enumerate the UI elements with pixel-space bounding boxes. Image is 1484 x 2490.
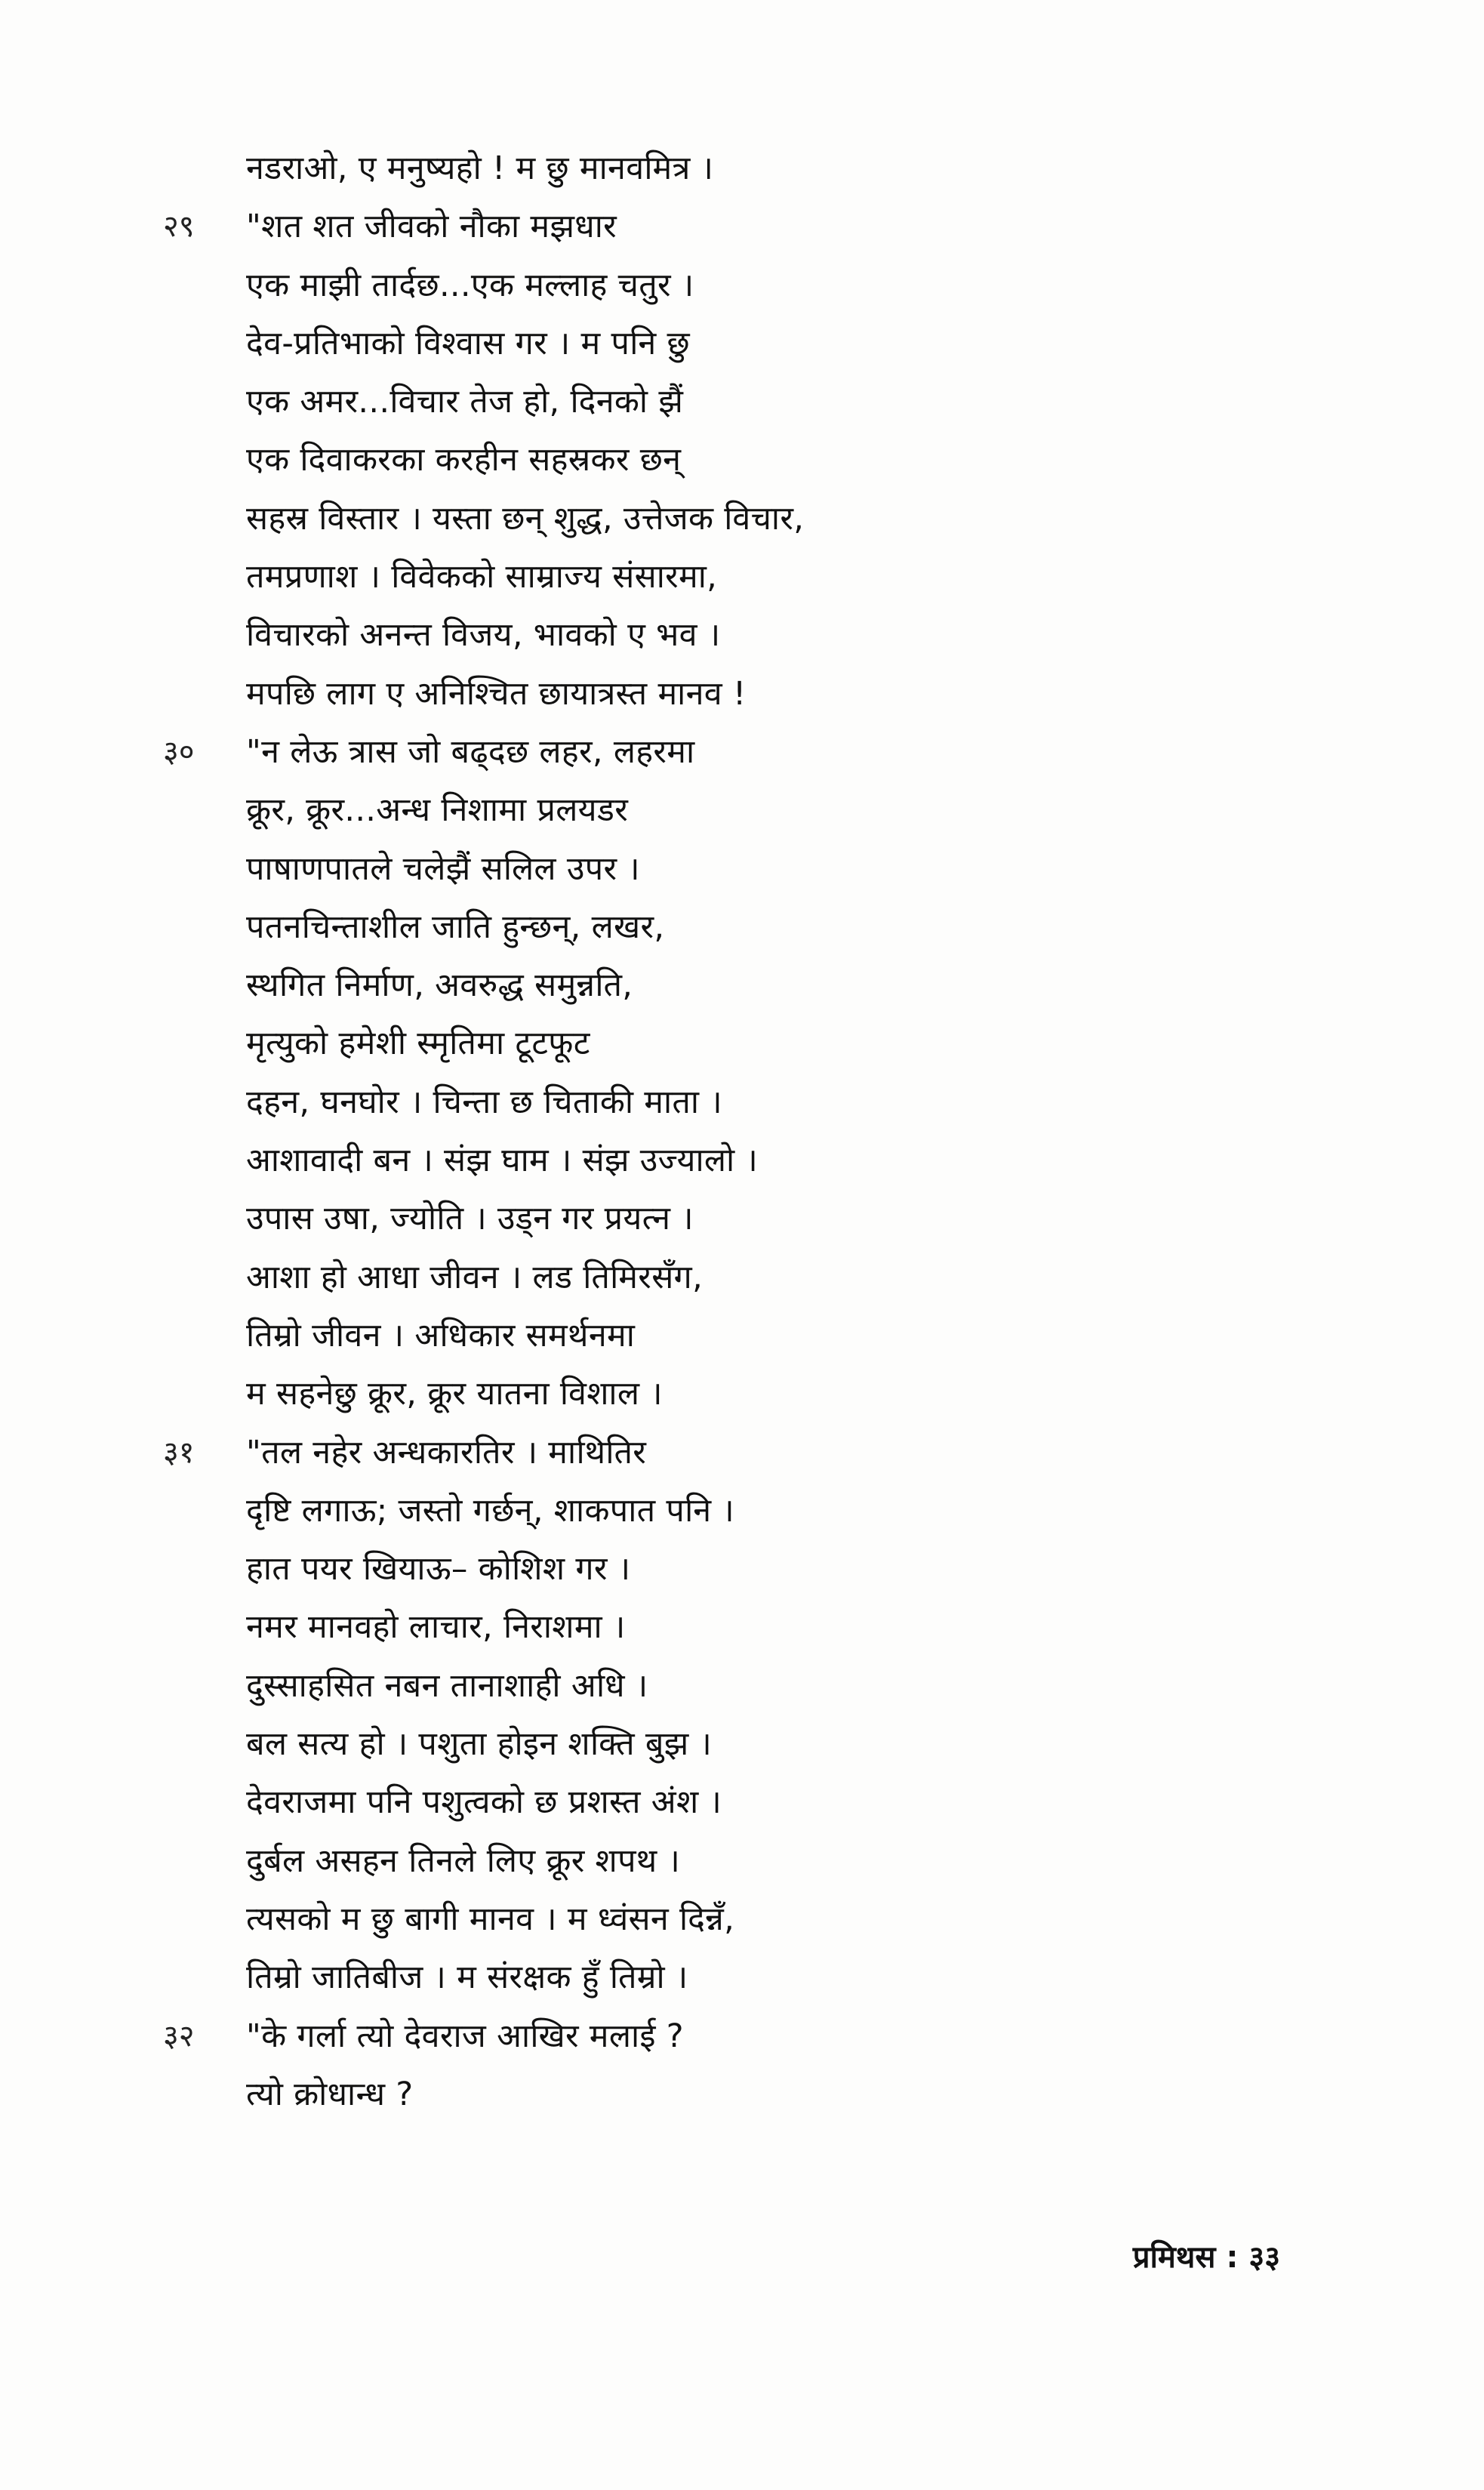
verse-line-text: आशा हो आधा जीवन । लड तिमिरसँग, bbox=[246, 1258, 704, 1296]
running-title: प्रमिथस bbox=[1132, 2240, 1216, 2275]
verse-line-text: पतनचिन्ताशील जाति हुन्छन्, लखर, bbox=[246, 908, 665, 946]
verse-line-text: दहन, घनघोर । चिन्ता छ चिताकी माता । bbox=[246, 1083, 722, 1121]
poem-line bbox=[163, 1249, 1310, 1307]
poem-line bbox=[163, 490, 1310, 548]
verse-line-text: दुर्बल असहन तिनले लिए क्रूर शपथ । bbox=[246, 1841, 681, 1880]
poem-line bbox=[163, 1365, 1310, 1423]
footer-separator: : bbox=[1226, 2240, 1239, 2275]
verse-line-text: "न लेऊ त्रास जो बढ्दछ लहर, लहरमा bbox=[246, 732, 695, 771]
poem-line bbox=[163, 1832, 1310, 1891]
verse-number: २९ bbox=[163, 209, 195, 245]
poem-line bbox=[163, 315, 1310, 373]
verse-line-text: सहस्र विस्तार । यस्ता छन् शुद्ध, उत्तेजक विचार, bbox=[246, 499, 805, 538]
verse-line-text: दृष्टि लगाऊ; जस्तो गर्छन्, शाकपात पनि । bbox=[246, 1491, 734, 1530]
poem-line bbox=[163, 2066, 1310, 2124]
poem-line bbox=[163, 1657, 1310, 1715]
verse-line-text: नडराओ, ए मनुष्यहो ! म छु मानवमित्र । bbox=[246, 149, 714, 187]
poem-line bbox=[163, 1015, 1310, 1073]
poem-line bbox=[163, 957, 1310, 1015]
poem-line bbox=[163, 665, 1310, 723]
verse-line-text: तिम्रो जातिबीज । म संरक्षक हुँ तिम्रो । bbox=[246, 1958, 688, 1997]
verse-line-text: एक दिवाकरका करहीन सहस्रकर छन् bbox=[246, 441, 682, 479]
poem-line bbox=[163, 1598, 1310, 1656]
verse-line-text: देवराजमा पनि पशुत्वको छ प्रशस्त अंश । bbox=[246, 1783, 722, 1822]
poem-line bbox=[163, 2008, 1310, 2066]
verse-line-text: "तल नहेर अन्धकारतिर । माथितिर bbox=[246, 1433, 647, 1472]
poem-line bbox=[163, 1424, 1310, 1482]
poem-line bbox=[163, 1132, 1310, 1190]
poem-line bbox=[163, 373, 1310, 431]
page-footer bbox=[1133, 2235, 1280, 2276]
page-number: ३३ bbox=[1248, 2240, 1280, 2275]
verse-line-text: स्थगित निर्माण, अवरुद्ध समुन्नति, bbox=[246, 966, 633, 1005]
verse-line-text: त्यो क्रोधान्ध ? bbox=[246, 2075, 414, 2113]
verse-line-text: हात पयर खियाऊ– कोशिश गर । bbox=[246, 1550, 631, 1589]
poem-line bbox=[163, 723, 1310, 781]
poem-line bbox=[163, 1307, 1310, 1365]
verse-line-text: म सहनेछु क्रूर, क्रूर यातना विशाल । bbox=[246, 1375, 663, 1413]
poem-line bbox=[163, 548, 1310, 606]
verse-line-text: "शत शत जीवको नौका मझधार bbox=[246, 208, 617, 246]
verse-line-text: नमर मानवहो लाचार, निराशमा । bbox=[246, 1608, 626, 1647]
verse-line-text: देव-प्रतिभाको विश्वास गर । म पनि छु bbox=[246, 324, 690, 362]
verse-line-text: बल सत्य हो । पशुता होइन शक्ति बुझ । bbox=[246, 1725, 713, 1764]
poem-line bbox=[163, 198, 1310, 256]
verse-line-text: एक माझी तार्दछ...एक मल्लाह चतुर । bbox=[246, 266, 694, 304]
poem-line bbox=[163, 1190, 1310, 1248]
verse-line-text: मपछि लाग ए अनिश्चित छायात्रस्त मानव ! bbox=[246, 674, 747, 713]
poem-line bbox=[163, 1074, 1310, 1132]
poem-line bbox=[163, 1774, 1310, 1832]
verse-line-text: उपास उषा, ज्योति । उड्न गर प्रयत्न । bbox=[246, 1200, 694, 1238]
verse-line-text: आशावादी बन । संझ घाम । संझ उज्यालो । bbox=[246, 1142, 759, 1180]
poem-line bbox=[163, 140, 1310, 198]
poem-line bbox=[163, 840, 1310, 898]
verse-line-text: तिम्रो जीवन । अधिकार समर्थनमा bbox=[246, 1316, 636, 1354]
verse-number: ३० bbox=[163, 734, 195, 769]
poem-line bbox=[163, 1715, 1310, 1774]
poem-line bbox=[163, 1482, 1310, 1540]
poem-line bbox=[163, 1540, 1310, 1598]
verse-number: ३२ bbox=[163, 2018, 195, 2054]
poem-line bbox=[163, 1949, 1310, 2007]
verse-line-text: क्रूर, क्रूर...अन्ध निशामा प्रलयडर bbox=[246, 791, 629, 830]
poem-line bbox=[163, 257, 1310, 315]
poem-line bbox=[163, 431, 1310, 489]
poem-line bbox=[163, 606, 1310, 664]
verse-line-text: त्यसको म छु बागी मानव । म ध्वंसन दिन्नँ, bbox=[246, 1900, 735, 1938]
verse-line-text: दुस्साहसित नबन तानाशाही अधि । bbox=[246, 1666, 648, 1705]
poem-text-block bbox=[163, 140, 1310, 2124]
verse-number: ३१ bbox=[163, 1435, 195, 1470]
verse-line-text: एक अमर...विचार तेज हो, दिनको झैं bbox=[246, 383, 684, 421]
verse-line-text: तमप्रणाश । विवेकको साम्राज्य संसारमा, bbox=[246, 558, 718, 596]
verse-line-text: पाषाणपातले चलेझैं सलिल उपर । bbox=[246, 849, 640, 888]
verse-line-text: "के गर्ला त्यो देवराज आखिर मलाई ? bbox=[246, 2017, 684, 2055]
poem-line bbox=[163, 1891, 1310, 1949]
verse-line-text: मृत्युको हमेशी स्मृतिमा टूटफूट bbox=[246, 1025, 590, 1063]
verse-line-text: विचारको अनन्त विजय, भावको ए भव । bbox=[246, 616, 721, 655]
poem-line bbox=[163, 898, 1310, 957]
poem-line bbox=[163, 781, 1310, 840]
